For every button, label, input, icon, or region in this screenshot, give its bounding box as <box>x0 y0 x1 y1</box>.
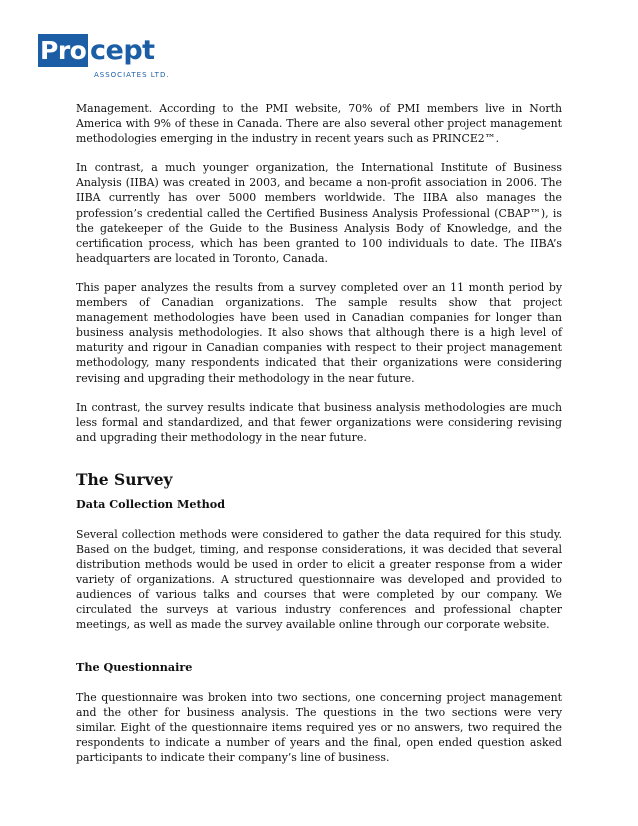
paragraph-questionnaire: The questionnaire was broken into two sections, one concerning project management and the other for business analysis. The questions in the two sections were very similar. Eight of the questionnaire items required yes or no answers, two required the respondents to indicate a number of years and the final, open ended question asked participants to indicate their company’s line of business. <box>76 690 562 764</box>
paragraph-pmi: Management. According to the PMI website, 70% of PMI members live in North America with 9% of these in Canada. There are also several other project management methodologies emerging in the industry in recent years such as PRINCE2™. <box>76 102 562 146</box>
company-logo <box>38 34 178 80</box>
subheading-data-collection: Data Collection Method <box>76 496 226 511</box>
paragraph-data-collection: Several collection methods were considered to gather the data required for this study. Based on the budget, timing, and response considerations, it was decided that several distribution methods would be used in order to elicit a greater response from a wider variety of organizations. A structured questionnaire was developed and provided to audiences of various talks and courses that were completed by our company. We circulated the surveys at various industry conferences and professional chapter meetings, as well as made the survey available online through our corporate website. <box>76 527 562 632</box>
document-body <box>76 101 562 779</box>
section-heading-survey: The Survey <box>76 469 173 489</box>
paragraph-iiba: In contrast, a much younger organization, the International Institute of Business Analysis (IIBA) was created in 2003, and became a non-profit association in 2006. The IIBA currently has over 5000 members worldwide. The IIBA also manages the profession’s credential called the Certified Business Analysis Professional (CBAP™), is the gatekeeper of the Guide to the Business Analysis Body of Knowledge, and the certification process, which has been granted to 100 individuals to date. The IIBA’s headquarters are located in Toronto, Canada. <box>76 161 562 265</box>
subheading-questionnaire: The Questionnaire <box>76 659 193 674</box>
paragraph-contrast: In contrast, the survey results indicate that business analysis methodologies are much less formal and standardized, and that fewer organizations were considering revising and upgrading their methodology in the near future. <box>76 400 562 444</box>
logo-pro-text: Pro <box>40 36 87 65</box>
logo-subtitle: ASSOCIATES LTD. <box>94 71 170 79</box>
logo-cept-text: cept <box>90 35 155 66</box>
paragraph-analysis: This paper analyzes the results from a survey completed over an 11 month period by members of Canadian organizations. The sample results show that project management methodologies have been used in Canadian companies for longer than business analysis methodologies. It also shows that although there is a high level of maturity and rigour in Canadian companies with respect to their project management methodology, many respondents indicated that their organizations were considering revising and upgrading their methodology in the near future. <box>76 280 562 385</box>
